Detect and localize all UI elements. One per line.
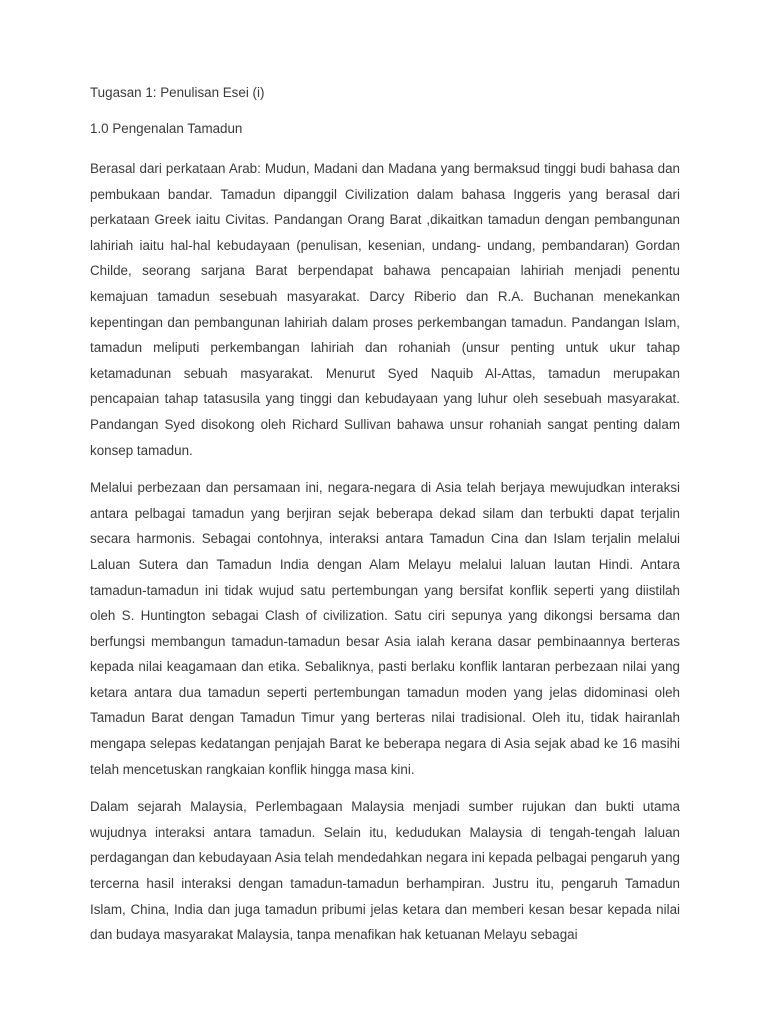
section-heading: 1.0 Pengenalan Tamadun xyxy=(90,121,243,136)
paragraph-1: Berasal dari perkataan Arab: Mudun, Madani dan Madana yang bermaksud tinggi budi bahasa dan pembukaan bandar. Tamadun dipanggil Civilization dalam bahasa Inggeris yang berasal dari perkataan Greek iaitu Civitas. Pandangan Orang Barat ,dikaitkan tamadun dengan pembangunan lahiriah iaitu hal-hal kebudayaan (penulisan, kesenian, undang- undang, pembandaran) Gordan Childe, seorang sarjana Barat berpendapat bahawa pencapaian lahiriah menjadi penentu kemajuan tamadun sesebuah masyarakat. Darcy Riberio dan R.A. Buchanan menekankan kepentingan dan pembangunan lahiriah dalam proses perkembangan tamadun. Pandangan Islam, tamadun meliputi perkembangan lahiriah dan rohaniah (unsur penting untuk ukur tahap ketamadunan sebuah masyarakat. Menurut Syed Naquib Al-Attas, tamadun merupakan pencapaian tahap tatasusila yang tinggi dan kebudayaan yang luhur oleh sesebuah masyarakat. Pandangan Syed disokong oleh Richard Sullivan bahawa unsur rohaniah sangat penting dalam konsep tamadun. xyxy=(90,161,680,458)
paragraph-3: Dalam sejarah Malaysia, Perlembagaan Malaysia menjadi sumber rujukan dan bukti utama wujudnya interaksi antara tamadun. Selain itu, kedudukan Malaysia di tengah-tengah laluan perdagangan dan kebudayaan Asia telah mendedahkan negara ini kepada pelbagai pengaruh yang tercerna hasil interaksi dengan tamadun-tamadun berhampiran. Justru itu, pengaruh Tamadun Islam, China, India dan juga tamadun pribumi jelas ketara dan memberi kesan besar kepada nilai dan budaya masyarakat Malaysia, tanpa menafikan hak ketuanan Melayu sebagai xyxy=(90,799,680,943)
paragraph-2: Melalui perbezaan dan persamaan ini, negara-negara di Asia telah berjaya mewujudkan interaksi antara pelbagai tamadun yang berjiran sejak beberapa dekad silam dan terbukti dapat terjalin secara harmonis. Sebagai contohnya, interaksi antara Tamadun Cina dan Islam terjalin melalui Laluan Sutera dan Tamadun India dengan Alam Melayu melalui laluan lautan Hindi. Antara tamadun-tamadun ini tidak wujud satu pertembungan yang bersifat konflik seperti yang diistilah oleh S. Huntington sebagai Clash of civilization. Satu ciri sepunya yang dikongsi bersama dan berfungsi membangun tamadun-tamadun besar Asia ialah kerana dasar pembinaannya berteras kepada nilai keagamaan dan etika. Sebaliknya, pasti berlaku konflik lantaran perbezaan nilai yang ketara antara dua tamadun seperti pertembungan tamadun moden yang jelas didominasi oleh Tamadun Barat dengan Tamadun Timur yang berteras nilai tradisional. Oleh itu, tidak hairanlah mengapa selepas kedatangan penjajah Barat ke beberapa negara di Asia sejak abad ke 16 masihi telah mencetuskan rangkaian konflik hingga masa kini. xyxy=(90,480,680,777)
essay-page xyxy=(90,82,680,960)
assignment-title: Tugasan 1: Penulisan Esei (i) xyxy=(90,85,265,100)
